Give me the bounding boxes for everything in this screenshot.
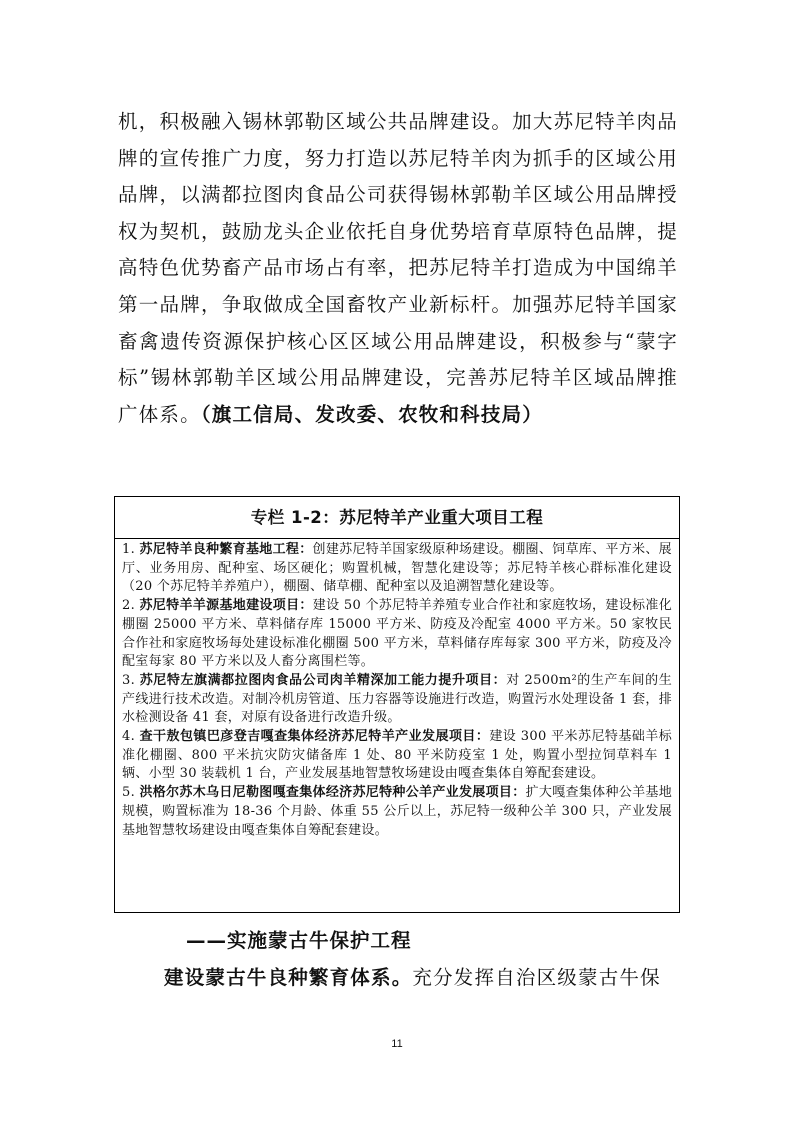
paragraph-bottom-text: 充分发挥自治区级蒙古牛保 (412, 966, 661, 989)
paragraph-top (118, 104, 678, 433)
project-item-number: 1. (122, 542, 140, 557)
paragraph-top-text: 机，积极融入锡林郭勒区域公共品牌建设。加大苏尼特羊肉品牌的宣传推广力度，努力打造以苏尼特羊肉为抓手的区域公用品牌，以满都拉图肉食品公司获得锡林郭勒羊区域公用品牌授权为契机，鼓励龙头企业依托自身优势培育草原特色品牌，提高特色优势畜产品市场占有率，把苏尼特羊打造成为中国绵羊第一品牌，争取做成全国畜牧产业新标杆。加强苏尼特羊国家畜禽遗传资源保护核心区区域公用品牌建设，积极参与“蒙字标”锡林郭勒羊区域公用品牌建设，完善苏尼特羊区域品牌推广体系。 (118, 110, 678, 426)
project-item-title: 查干敖包镇巴彦登吉嘎查集体经济苏尼特羊产业发展项目： (139, 729, 490, 745)
project-item-number: 3. (122, 672, 140, 688)
project-item (122, 597, 672, 672)
project-item-title: 洪格尔苏木乌日尼勒图嘎查集体经济苏尼特种公羊产业发展项目： (139, 785, 526, 801)
page-number: 11 (391, 1038, 403, 1050)
project-item-text: 建设 300 平米苏尼特基础羊标准化棚圈、800 平米抗灾防灾储备库 1 处、80 平米防疫室 1 处，购置小型拉饲草料车 1 辆、小型 30 装载机 1 台，产业发展基地智慧牧场建设由嘎查集体自筹配套建设。 (122, 729, 672, 782)
project-item-number: 4. (122, 729, 140, 745)
project-column-box (114, 496, 680, 913)
project-item-number: 5. (122, 785, 140, 801)
project-item-text: 创建苏尼特羊国家级原种场建设。棚圈、饲草库、平方米、展厅、业务用房、配种室、场区硬化；购置机械，智慧化建设等；苏尼特羊核心群标准化建设（20 个苏尼特羊养殖户），棚圈、储草棚、配种室以及追溯智慧化建设等。 (122, 542, 672, 595)
section-heading: ——实施蒙古牛保护工程 (186, 929, 412, 952)
project-item-text: 对 2500m²的生产车间的生产线进行技术改造。对制冷机房管道、压力容器等设施进行改造，购置污水处理设备 1 套，排水检测设备 41 套，对原有设备进行改造升级。 (122, 672, 672, 726)
project-item-title: 苏尼特羊羊源基地建设项目： (139, 598, 313, 614)
box-title: 专栏 1-2：苏尼特羊产业重大项目工程 (115, 497, 679, 539)
paragraph-top-responsible-units: （旗工信局、发改委、农牧和科技局） (200, 402, 543, 426)
project-item (122, 728, 672, 784)
project-item-text: 建设 50 个苏尼特羊养殖专业合作社和家庭牧场，建设标准化棚圈 25000 平方米、草料储存库 15000 平方米、防疫及冷配室 4000 平方米。50 家牧民合作社和家庭牧场每处建设标准化棚圈 500 平方米，草料储存库每家 300 平方米，防疫及冷配室每家 80 平方米以及人畜分离围栏等。 (122, 598, 672, 670)
project-item-title: 苏尼特左旗满都拉图肉食品公司肉羊精深加工能力提升项目： (139, 672, 507, 688)
project-item (122, 784, 672, 840)
project-item-title: 苏尼特羊良种繁育基地工程： (139, 542, 313, 557)
project-item (122, 541, 672, 597)
paragraph-bottom (118, 960, 678, 996)
paragraph-bottom-lead: 建设蒙古牛良种繁育体系。 (164, 966, 413, 989)
project-item (122, 672, 672, 728)
project-item-number: 2. (122, 598, 140, 614)
box-body (115, 539, 679, 840)
project-item-text: 扩大嘎查集体种公羊基地规模，购置标准为 18-36 个月龄、体重 55 公斤以上，苏尼特一级种公羊 300 只，产业发展基地智慧牧场建设由嘎查集体自筹配套建设。 (122, 785, 672, 838)
